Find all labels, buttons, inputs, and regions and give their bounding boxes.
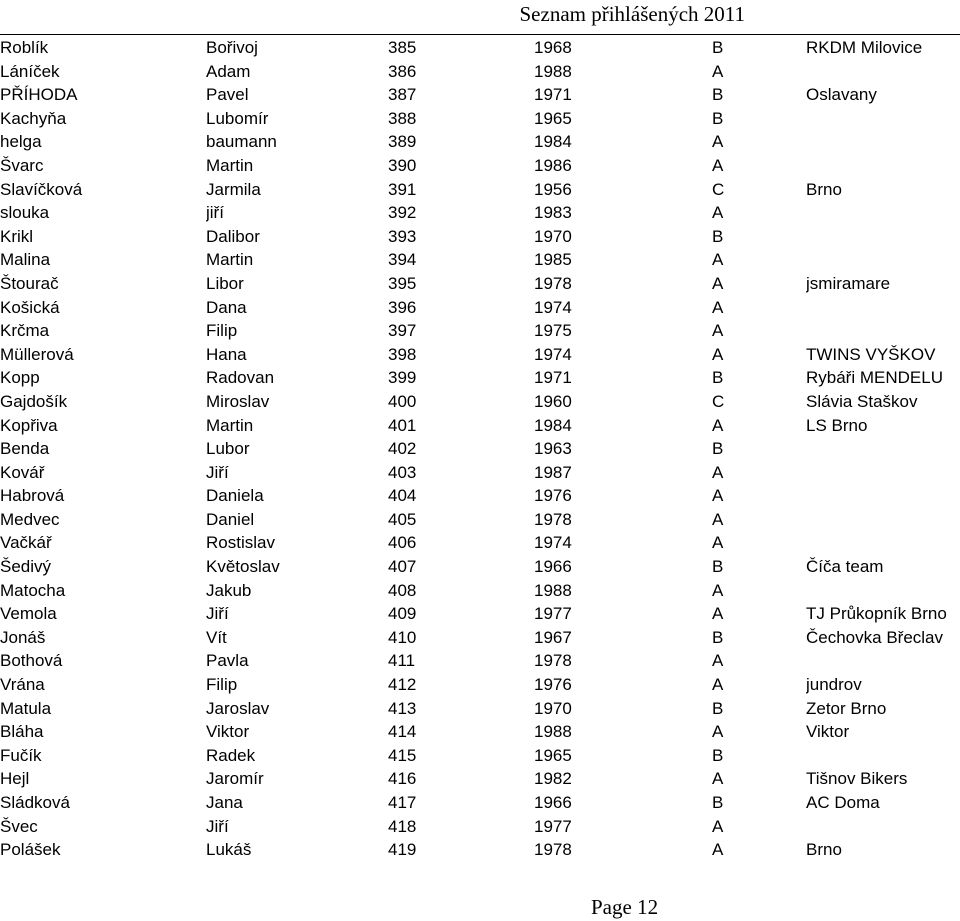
start-number-cell: 403 <box>388 462 417 482</box>
birth-year-cell: 1960 <box>534 391 572 411</box>
page-number: Page 12 <box>591 895 659 919</box>
first-name-cell: Lubor <box>206 439 250 459</box>
start-number-cell: 416 <box>388 769 417 789</box>
club-cell <box>806 579 960 603</box>
club-cell <box>806 531 960 555</box>
club-cell: jsmiramare <box>806 273 891 293</box>
start-number-cell: 401 <box>388 415 417 435</box>
category-cell: A <box>712 462 724 482</box>
category-cell: A <box>712 509 724 529</box>
surname-cell: Habrová <box>0 486 65 506</box>
club-cell: TJ Průkopník Brno <box>806 604 947 624</box>
first-name-cell: Martin <box>206 415 254 435</box>
surname-cell: Švarc <box>0 155 44 175</box>
category-cell: A <box>712 61 724 81</box>
table-row <box>0 225 960 249</box>
club-cell <box>806 225 960 249</box>
birth-year-cell: 1976 <box>534 675 572 695</box>
club-cell: Viktor <box>806 722 850 742</box>
category-cell: A <box>712 604 724 624</box>
surname-cell: Bothová <box>0 651 63 671</box>
table-row <box>0 201 960 225</box>
club-cell: LS Brno <box>806 415 868 435</box>
birth-year-cell: 1988 <box>534 722 572 742</box>
birth-year-cell: 1984 <box>534 132 572 152</box>
birth-year-cell: 1978 <box>534 840 572 860</box>
club-cell: Brno <box>806 179 842 199</box>
start-number-cell: 412 <box>388 675 417 695</box>
club-cell: Rybáři MENDELU <box>806 368 943 388</box>
surname-cell: Medvec <box>0 509 60 529</box>
surname-cell: Šedivý <box>0 557 52 577</box>
surname-cell: Vačkář <box>0 533 52 553</box>
table-row <box>0 60 960 84</box>
category-cell: B <box>712 698 724 718</box>
category-cell: B <box>712 557 724 577</box>
birth-year-cell: 1977 <box>534 604 572 624</box>
first-name-cell: Libor <box>206 273 244 293</box>
category-cell: B <box>712 793 724 812</box>
club-cell: jundrov <box>806 675 862 695</box>
birth-year-cell: 1974 <box>534 533 572 553</box>
birth-year-cell: 1968 <box>534 38 572 57</box>
category-cell: B <box>712 627 724 647</box>
start-number-cell: 409 <box>388 604 417 624</box>
table-row <box>0 602 960 626</box>
birth-year-cell: 1978 <box>534 651 572 671</box>
start-number-cell: 400 <box>388 391 417 411</box>
surname-cell: Roblík <box>0 38 49 57</box>
surname-cell: Müllerová <box>0 344 74 364</box>
first-name-cell: Jakub <box>206 580 252 600</box>
first-name-cell: Daniela <box>206 486 264 506</box>
surname-cell: Krčma <box>0 321 50 341</box>
table-row <box>0 178 960 202</box>
birth-year-cell: 1975 <box>534 321 572 341</box>
club-cell: Brno <box>806 840 842 860</box>
birth-year-cell: 1966 <box>534 793 572 812</box>
category-cell: B <box>712 226 724 246</box>
first-name-cell: Martin <box>206 250 254 270</box>
category-cell: A <box>712 486 724 506</box>
first-name-cell: Hana <box>206 344 247 364</box>
start-number-cell: 390 <box>388 155 417 175</box>
table-row <box>0 107 960 131</box>
first-name-cell: baumann <box>206 132 277 152</box>
birth-year-cell: 1967 <box>534 627 572 647</box>
club-cell <box>806 649 960 673</box>
birth-year-cell: 1977 <box>534 816 572 836</box>
surname-cell: Košická <box>0 297 60 317</box>
surname-cell: Vrána <box>0 675 45 695</box>
category-cell: A <box>712 321 724 341</box>
start-number-cell: 413 <box>388 698 417 718</box>
start-number-cell: 389 <box>388 132 417 152</box>
birth-year-cell: 1987 <box>534 462 572 482</box>
table-row <box>0 791 960 815</box>
first-name-cell: Rostislav <box>206 533 275 553</box>
start-number-cell: 408 <box>388 580 417 600</box>
start-number-cell: 411 <box>388 651 416 671</box>
table-row <box>0 296 960 320</box>
first-name-cell: Jiří <box>206 604 229 624</box>
birth-year-cell: 1988 <box>534 61 572 81</box>
start-number-cell: 385 <box>388 38 417 57</box>
birth-year-cell: 1978 <box>534 509 572 529</box>
first-name-cell: Pavla <box>206 651 249 671</box>
category-cell: A <box>712 344 724 364</box>
table-row <box>0 767 960 791</box>
category-cell: A <box>712 722 724 742</box>
first-name-cell: Bořivoj <box>206 38 258 57</box>
table-row <box>0 649 960 673</box>
birth-year-cell: 1983 <box>534 203 572 223</box>
surname-cell: Jonáš <box>0 627 46 647</box>
start-number-cell: 395 <box>388 273 417 293</box>
table-row <box>0 272 960 296</box>
club-cell <box>806 437 960 461</box>
surname-cell: Kopřiva <box>0 415 58 435</box>
birth-year-cell: 1971 <box>534 85 572 105</box>
category-cell: A <box>712 203 724 223</box>
category-cell: A <box>712 533 724 553</box>
table-row <box>0 366 960 390</box>
surname-cell: Matula <box>0 698 52 718</box>
first-name-cell: Květoslav <box>206 557 280 577</box>
first-name-cell: Filip <box>206 675 238 695</box>
surname-cell: Vemola <box>0 604 57 624</box>
table-row <box>0 390 960 414</box>
table-row <box>0 838 960 862</box>
category-cell: A <box>712 816 724 836</box>
category-cell: A <box>712 297 724 317</box>
start-number-cell: 386 <box>388 61 417 81</box>
club-cell <box>806 154 960 178</box>
table-row <box>0 815 960 839</box>
birth-year-cell: 1970 <box>534 226 572 246</box>
club-cell: Tišnov Bikers <box>806 769 908 789</box>
table-row <box>0 319 960 343</box>
start-number-cell: 417 <box>388 793 417 812</box>
club-cell <box>806 107 960 131</box>
birth-year-cell: 1963 <box>534 439 572 459</box>
surname-cell: Benda <box>0 439 50 459</box>
table-row <box>0 484 960 508</box>
birth-year-cell: 1956 <box>534 179 572 199</box>
club-cell: Zetor Brno <box>806 698 887 718</box>
surname-cell: helga <box>0 132 42 152</box>
birth-year-cell: 1982 <box>534 769 572 789</box>
surname-cell: slouka <box>0 203 50 223</box>
category-cell: A <box>712 769 724 789</box>
table-row <box>0 555 960 579</box>
table-row <box>0 531 960 555</box>
surname-cell: Polášek <box>0 840 61 860</box>
club-cell <box>806 744 960 768</box>
surname-cell: Láníček <box>0 61 60 81</box>
table-row <box>0 343 960 367</box>
club-cell <box>806 508 960 532</box>
first-name-cell: Dalibor <box>206 226 260 246</box>
table-row <box>0 626 960 650</box>
category-cell: B <box>712 108 724 128</box>
first-name-cell: Jarmila <box>206 179 261 199</box>
first-name-cell: Viktor <box>206 722 250 742</box>
club-cell <box>806 60 960 84</box>
surname-cell: Švec <box>0 816 38 836</box>
birth-year-cell: 1974 <box>534 297 572 317</box>
start-number-cell: 406 <box>388 533 417 553</box>
club-cell: TWINS VYŠKOV <box>806 344 936 364</box>
category-cell: B <box>712 85 724 105</box>
surname-cell: Matocha <box>0 580 66 600</box>
start-number-cell: 404 <box>388 486 417 506</box>
start-number-cell: 398 <box>388 344 417 364</box>
birth-year-cell: 1965 <box>534 108 572 128</box>
first-name-cell: Radek <box>206 745 256 765</box>
club-cell: Slávia Staškov <box>806 391 918 411</box>
table-row <box>0 579 960 603</box>
table-row <box>0 36 960 60</box>
surname-cell: PŘÍHODA <box>0 85 78 105</box>
start-number-cell: 396 <box>388 297 417 317</box>
category-cell: B <box>712 439 724 459</box>
registrants-table <box>0 36 960 862</box>
category-cell: A <box>712 675 724 695</box>
birth-year-cell: 1965 <box>534 745 572 765</box>
category-cell: A <box>712 132 724 152</box>
table-row <box>0 673 960 697</box>
table-row <box>0 248 960 272</box>
table-row <box>0 697 960 721</box>
start-number-cell: 399 <box>388 368 417 388</box>
start-number-cell: 397 <box>388 321 417 341</box>
club-cell <box>806 296 960 320</box>
category-cell: B <box>712 368 724 388</box>
club-cell <box>806 248 960 272</box>
first-name-cell: Jana <box>206 793 243 812</box>
category-cell: A <box>712 250 724 270</box>
club-cell <box>806 484 960 508</box>
table-row <box>0 720 960 744</box>
first-name-cell: Lukáš <box>206 840 252 860</box>
start-number-cell: 402 <box>388 439 417 459</box>
start-number-cell: 393 <box>388 226 417 246</box>
surname-cell: Kopp <box>0 368 40 388</box>
table-row <box>0 508 960 532</box>
club-cell: Oslavany <box>806 85 877 105</box>
category-cell: A <box>712 840 724 860</box>
first-name-cell: Daniel <box>206 509 255 529</box>
birth-year-cell: 1985 <box>534 250 572 270</box>
category-cell: A <box>712 155 724 175</box>
start-number-cell: 419 <box>388 840 417 860</box>
start-number-cell: 394 <box>388 250 417 270</box>
birth-year-cell: 1970 <box>534 698 572 718</box>
category-cell: A <box>712 415 724 435</box>
start-number-cell: 418 <box>388 816 417 836</box>
club-cell <box>806 461 960 485</box>
category-cell: A <box>712 651 724 671</box>
header-divider <box>0 34 960 35</box>
club-cell <box>806 319 960 343</box>
surname-cell: Slavíčková <box>0 179 83 199</box>
surname-cell: Malina <box>0 250 51 270</box>
club-cell: Čechovka Břeclav <box>806 627 944 647</box>
category-cell: A <box>712 580 724 600</box>
birth-year-cell: 1971 <box>534 368 572 388</box>
category-cell: B <box>712 745 724 765</box>
surname-cell: Štourač <box>0 273 59 293</box>
category-cell: A <box>712 273 724 293</box>
start-number-cell: 387 <box>388 85 417 105</box>
first-name-cell: Radovan <box>206 368 275 388</box>
table-row <box>0 744 960 768</box>
table-row <box>0 461 960 485</box>
start-number-cell: 407 <box>388 557 417 577</box>
surname-cell: Bláha <box>0 722 44 742</box>
table-row <box>0 414 960 438</box>
start-number-cell: 388 <box>388 108 417 128</box>
first-name-cell: Adam <box>206 61 251 81</box>
club-cell <box>806 201 960 225</box>
page-title: Seznam přihlášených 2011 <box>519 2 745 26</box>
start-number-cell: 405 <box>388 509 417 529</box>
birth-year-cell: 1978 <box>534 273 572 293</box>
first-name-cell: Lubomír <box>206 108 269 128</box>
first-name-cell: Dana <box>206 297 247 317</box>
surname-cell: Hejl <box>0 769 30 789</box>
first-name-cell: Jiří <box>206 816 229 836</box>
table-row <box>0 83 960 107</box>
table-row <box>0 154 960 178</box>
first-name-cell: Jiří <box>206 462 229 482</box>
surname-cell: Sládková <box>0 793 70 812</box>
birth-year-cell: 1986 <box>534 155 572 175</box>
surname-cell: Krikl <box>0 226 34 246</box>
surname-cell: Fučík <box>0 745 42 765</box>
club-cell: Číča team <box>806 557 884 577</box>
birth-year-cell: 1966 <box>534 557 572 577</box>
start-number-cell: 392 <box>388 203 417 223</box>
birth-year-cell: 1988 <box>534 580 572 600</box>
first-name-cell: jiří <box>206 203 224 223</box>
first-name-cell: Martin <box>206 155 254 175</box>
category-cell: B <box>712 38 724 57</box>
surname-cell: Gajdošík <box>0 391 68 411</box>
start-number-cell: 410 <box>388 627 417 647</box>
first-name-cell: Vít <box>206 627 227 647</box>
first-name-cell: Filip <box>206 321 238 341</box>
start-number-cell: 414 <box>388 722 417 742</box>
registrants-table-body <box>0 36 960 862</box>
club-cell: AC Doma <box>806 793 880 812</box>
surname-cell: Kachyňa <box>0 108 67 128</box>
table-row <box>0 130 960 154</box>
birth-year-cell: 1976 <box>534 486 572 506</box>
first-name-cell: Jaroslav <box>206 698 270 718</box>
first-name-cell: Miroslav <box>206 391 270 411</box>
club-cell <box>806 815 960 839</box>
start-number-cell: 391 <box>388 179 417 199</box>
first-name-cell: Pavel <box>206 85 249 105</box>
birth-year-cell: 1984 <box>534 415 572 435</box>
category-cell: C <box>712 391 725 411</box>
start-number-cell: 415 <box>388 745 417 765</box>
surname-cell: Kovář <box>0 462 45 482</box>
birth-year-cell: 1974 <box>534 344 572 364</box>
club-cell <box>806 130 960 154</box>
first-name-cell: Jaromír <box>206 769 264 789</box>
club-cell: RKDM Milovice <box>806 38 923 57</box>
table-row <box>0 437 960 461</box>
category-cell: C <box>712 179 725 199</box>
